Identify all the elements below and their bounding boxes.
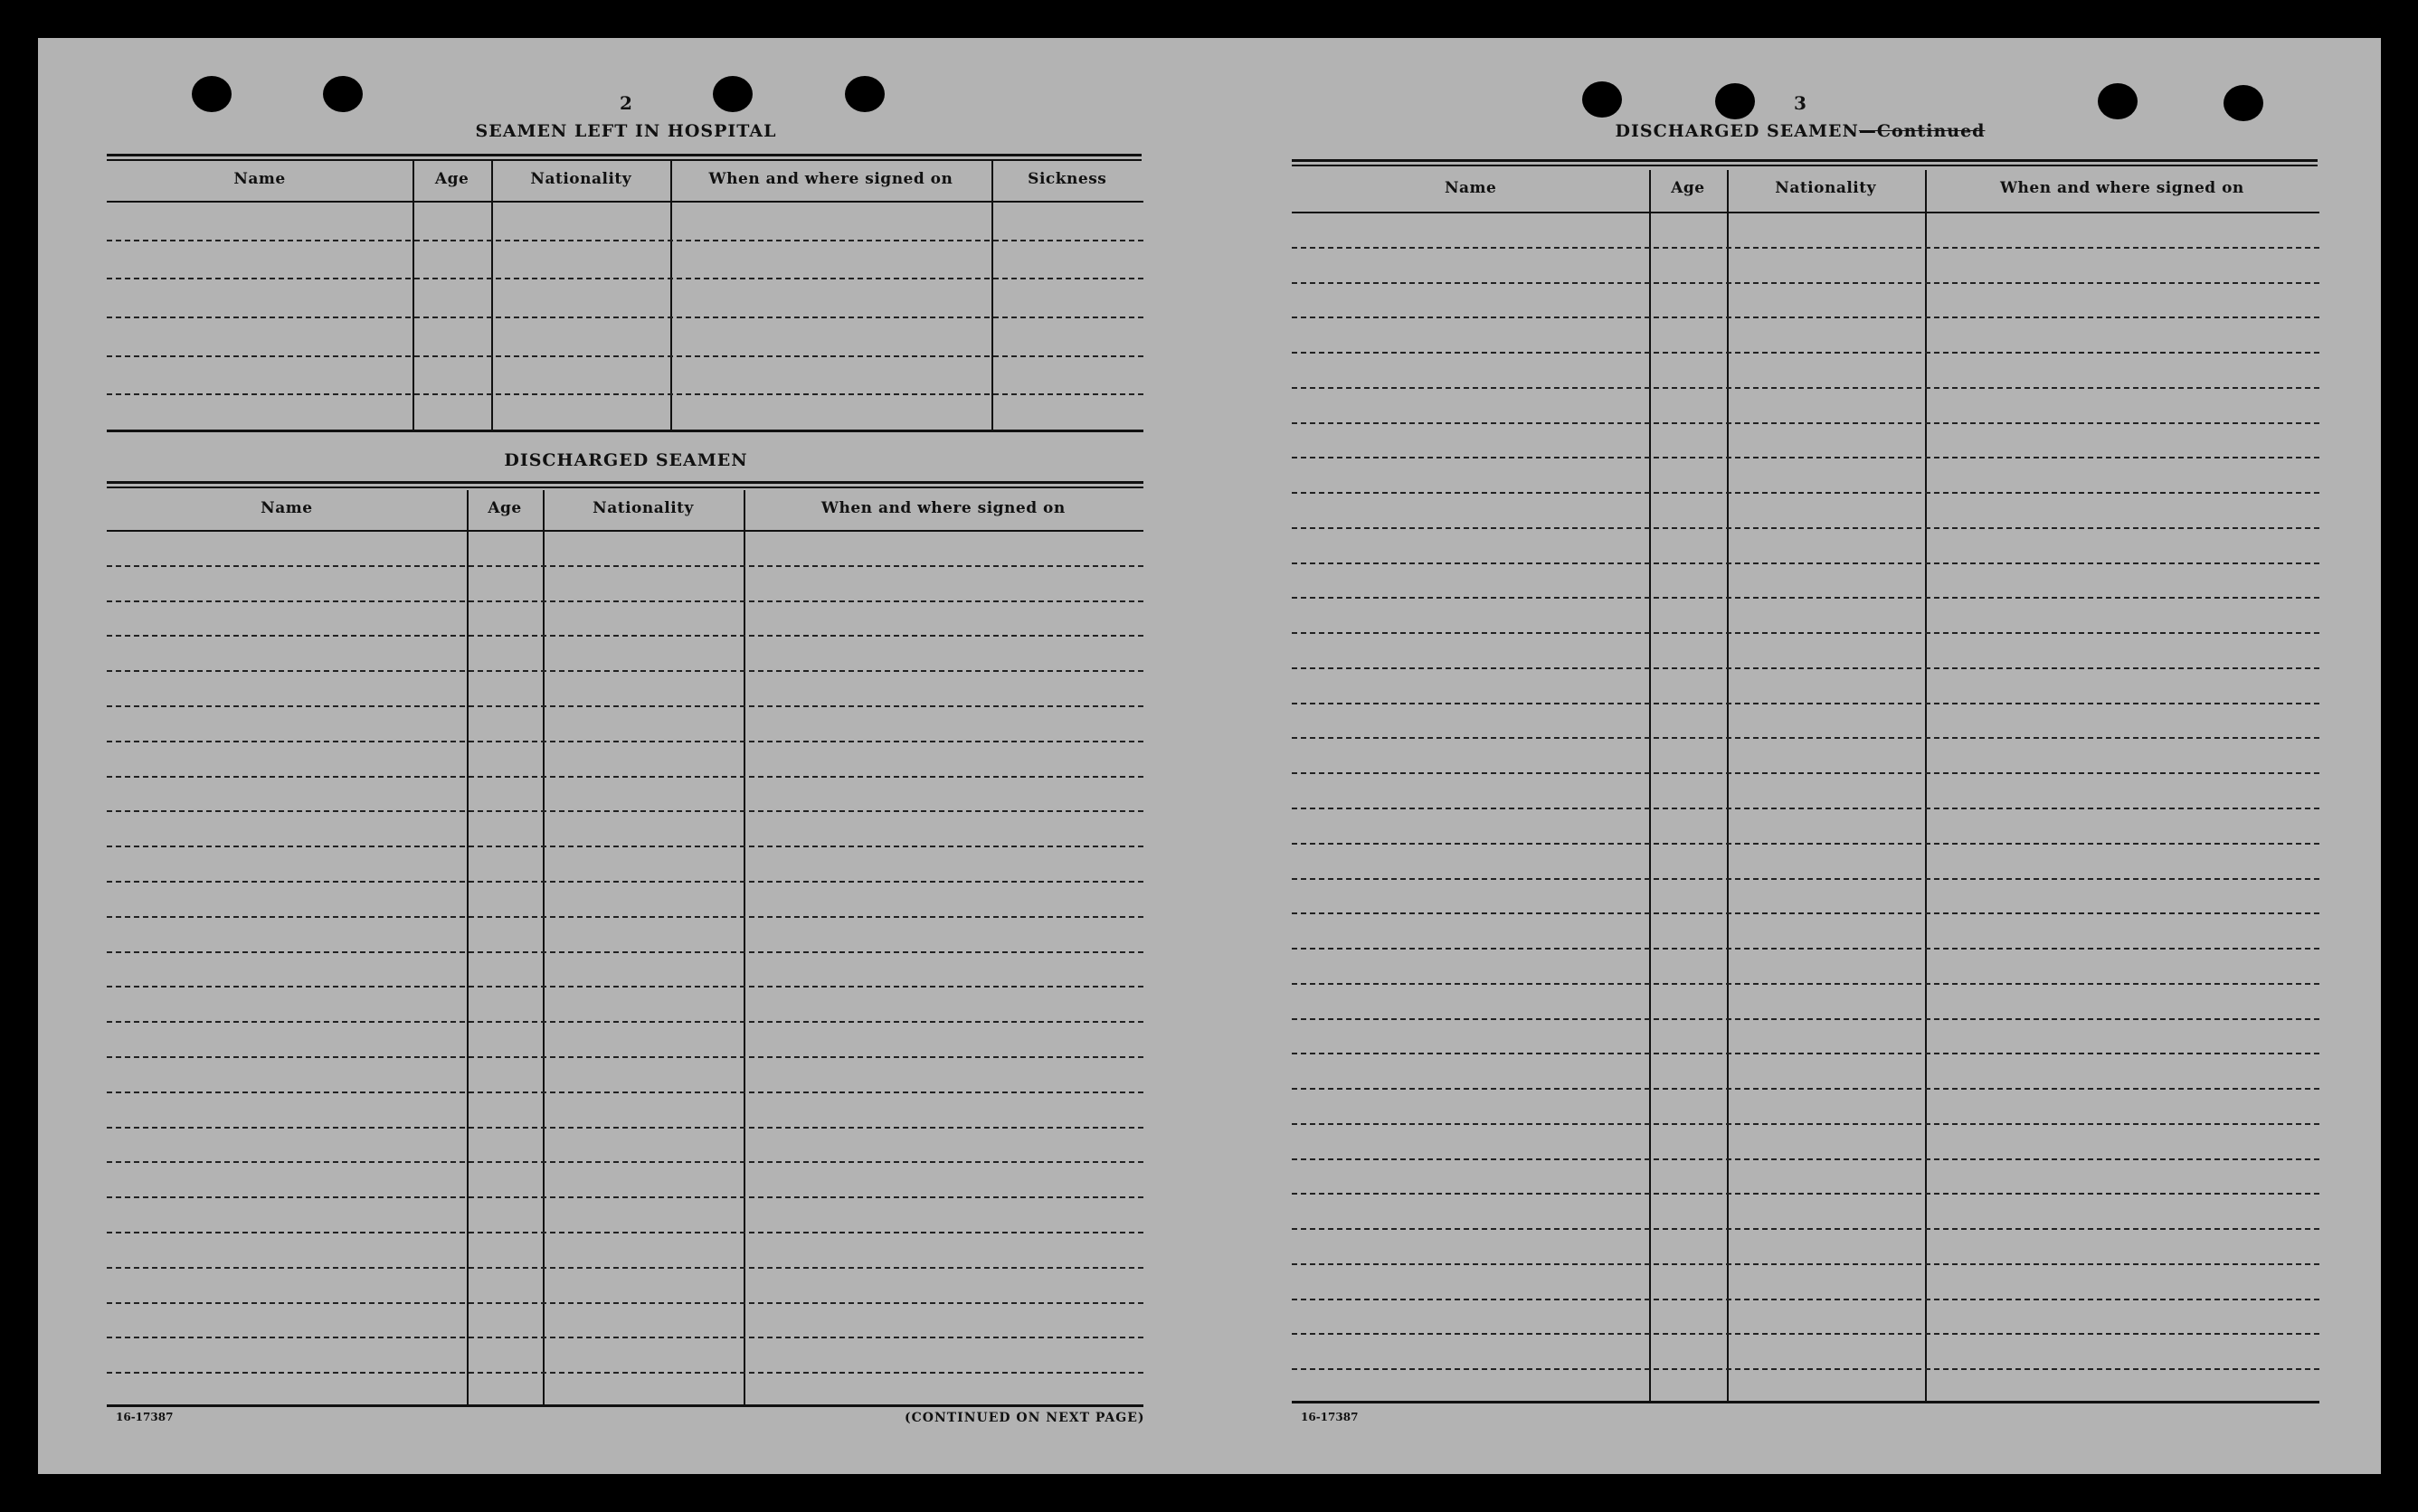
- table-row[interactable]: [107, 776, 1143, 778]
- column-divider: [491, 161, 493, 432]
- column-header-name: Name: [261, 499, 313, 517]
- table-row[interactable]: [107, 1232, 1143, 1233]
- table-row[interactable]: [1292, 983, 2319, 985]
- table-row[interactable]: [107, 1127, 1143, 1129]
- table-row[interactable]: [1292, 1263, 2319, 1265]
- table-row[interactable]: [107, 635, 1143, 637]
- column-divider: [991, 161, 993, 432]
- column-header-name: Name: [1444, 179, 1497, 197]
- table-row[interactable]: [1292, 492, 2319, 494]
- column-header-when-and-where-signed-on: When and where signed on: [1999, 179, 2244, 197]
- punch-hole: [713, 76, 753, 112]
- table-row[interactable]: [1292, 1123, 2319, 1125]
- table-bottom-rule: [107, 1404, 1143, 1407]
- table-row[interactable]: [1292, 1193, 2319, 1195]
- hospital-table: [107, 161, 1143, 432]
- title-rule: [107, 487, 1143, 488]
- table-row[interactable]: [1292, 912, 2319, 914]
- table-row[interactable]: [1292, 1018, 2319, 1020]
- table-row[interactable]: [107, 278, 1143, 279]
- table-row[interactable]: [107, 355, 1143, 357]
- ledger-spread: [38, 38, 2381, 1474]
- punch-hole: [2224, 85, 2263, 121]
- table-row[interactable]: [107, 705, 1143, 707]
- form-number-right: 16-17387: [1301, 1411, 1359, 1423]
- table-row[interactable]: [1292, 562, 2319, 564]
- table-row[interactable]: [107, 1267, 1143, 1269]
- title-rule: [1292, 159, 2318, 162]
- continued-note: (CONTINUED ON NEXT PAGE): [905, 1411, 1145, 1425]
- title-rule: [107, 481, 1143, 484]
- table-row[interactable]: [107, 1302, 1143, 1304]
- table-row[interactable]: [107, 846, 1143, 847]
- table-row[interactable]: [1292, 1333, 2319, 1335]
- column-header-name: Name: [233, 170, 286, 188]
- table-row[interactable]: [107, 240, 1143, 241]
- table-row[interactable]: [107, 986, 1143, 988]
- column-header-nationality: Nationality: [593, 499, 694, 517]
- table-row[interactable]: [107, 741, 1143, 742]
- table-row[interactable]: [107, 393, 1143, 395]
- table-row[interactable]: [1292, 703, 2319, 704]
- right-title-continued: —Continued: [1858, 121, 1986, 141]
- table-row[interactable]: [107, 810, 1143, 812]
- column-divider: [744, 490, 745, 1407]
- column-divider: [1649, 170, 1651, 1403]
- punch-hole: [2098, 83, 2138, 119]
- header-rule: [1292, 212, 2319, 213]
- table-row[interactable]: [1292, 1158, 2319, 1160]
- discharged-table-right: [1292, 170, 2319, 1403]
- table-row[interactable]: [1292, 597, 2319, 599]
- table-header: [1292, 170, 2319, 212]
- table-row[interactable]: [107, 951, 1143, 953]
- punch-hole: [192, 76, 232, 112]
- table-row[interactable]: [107, 916, 1143, 918]
- column-divider: [467, 490, 469, 1407]
- column-header-age: Age: [1671, 179, 1705, 197]
- table-row[interactable]: [1292, 948, 2319, 950]
- title-rule: [1292, 165, 2318, 166]
- right-title-main: DISCHARGED SEAMEN: [1615, 121, 1859, 141]
- table-row[interactable]: [1292, 1088, 2319, 1090]
- discharged-table-left: [107, 490, 1143, 1407]
- column-header-nationality: Nationality: [530, 170, 632, 188]
- table-row[interactable]: [107, 670, 1143, 672]
- table-row[interactable]: [107, 1337, 1143, 1338]
- column-divider: [1727, 170, 1729, 1403]
- table-row[interactable]: [1292, 317, 2319, 318]
- table-row[interactable]: [1292, 1053, 2319, 1054]
- table-row[interactable]: [1292, 282, 2319, 284]
- column-header-age: Age: [434, 170, 469, 188]
- table-row[interactable]: [107, 881, 1143, 883]
- page-number-left: 2: [620, 92, 632, 114]
- discharged-table-title: DISCHARGED SEAMEN: [504, 450, 748, 470]
- header-rule: [107, 530, 1143, 532]
- table-row[interactable]: [1292, 527, 2319, 529]
- table-row[interactable]: [1292, 808, 2319, 809]
- column-header-age: Age: [488, 499, 522, 517]
- title-rule: [107, 154, 1142, 156]
- column-divider: [1925, 170, 1927, 1403]
- table-row[interactable]: [107, 1372, 1143, 1374]
- column-divider: [670, 161, 672, 432]
- table-bottom-rule: [1292, 1401, 2319, 1403]
- column-header-nationality: Nationality: [1775, 179, 1877, 197]
- table-header: [107, 490, 1143, 530]
- table-header: [107, 161, 1143, 201]
- column-divider: [543, 490, 545, 1407]
- table-row[interactable]: [107, 1021, 1143, 1023]
- table-row[interactable]: [107, 1196, 1143, 1198]
- column-header-when-and-where-signed-on: When and where signed on: [820, 499, 1066, 517]
- table-row[interactable]: [1292, 667, 2319, 669]
- table-row[interactable]: [1292, 1299, 2319, 1300]
- table-row[interactable]: [107, 1161, 1143, 1163]
- punch-hole: [323, 76, 363, 112]
- form-number-left: 16-17387: [116, 1411, 174, 1423]
- header-rule: [107, 201, 1143, 203]
- table-row[interactable]: [107, 1056, 1143, 1058]
- table-row[interactable]: [1292, 457, 2319, 458]
- table-row[interactable]: [1292, 772, 2319, 774]
- table-row[interactable]: [1292, 387, 2319, 389]
- column-divider: [412, 161, 414, 432]
- table-bottom-rule: [107, 430, 1143, 432]
- table-row[interactable]: [1292, 1228, 2319, 1230]
- table-row[interactable]: [1292, 422, 2319, 424]
- page-number-right: 3: [1794, 92, 1806, 114]
- table-row[interactable]: [107, 1091, 1143, 1093]
- column-header-sickness: Sickness: [1028, 170, 1107, 188]
- table-row[interactable]: [107, 317, 1143, 318]
- table-row[interactable]: [1292, 737, 2319, 739]
- table-row[interactable]: [1292, 1368, 2319, 1370]
- punch-hole: [845, 76, 885, 112]
- table-row[interactable]: [107, 600, 1143, 602]
- table-row[interactable]: [1292, 352, 2319, 354]
- table-row[interactable]: [107, 565, 1143, 567]
- table-row[interactable]: [1292, 843, 2319, 845]
- table-row[interactable]: [1292, 878, 2319, 880]
- hospital-table-title: SEAMEN LEFT IN HOSPITAL: [475, 121, 777, 141]
- right-table-title: [1616, 121, 1986, 141]
- table-row[interactable]: [1292, 632, 2319, 634]
- table-row[interactable]: [1292, 247, 2319, 249]
- punch-hole: [1715, 83, 1755, 119]
- punch-hole: [1582, 81, 1622, 118]
- column-header-when-and-where-signed-on: When and where signed on: [708, 170, 953, 188]
